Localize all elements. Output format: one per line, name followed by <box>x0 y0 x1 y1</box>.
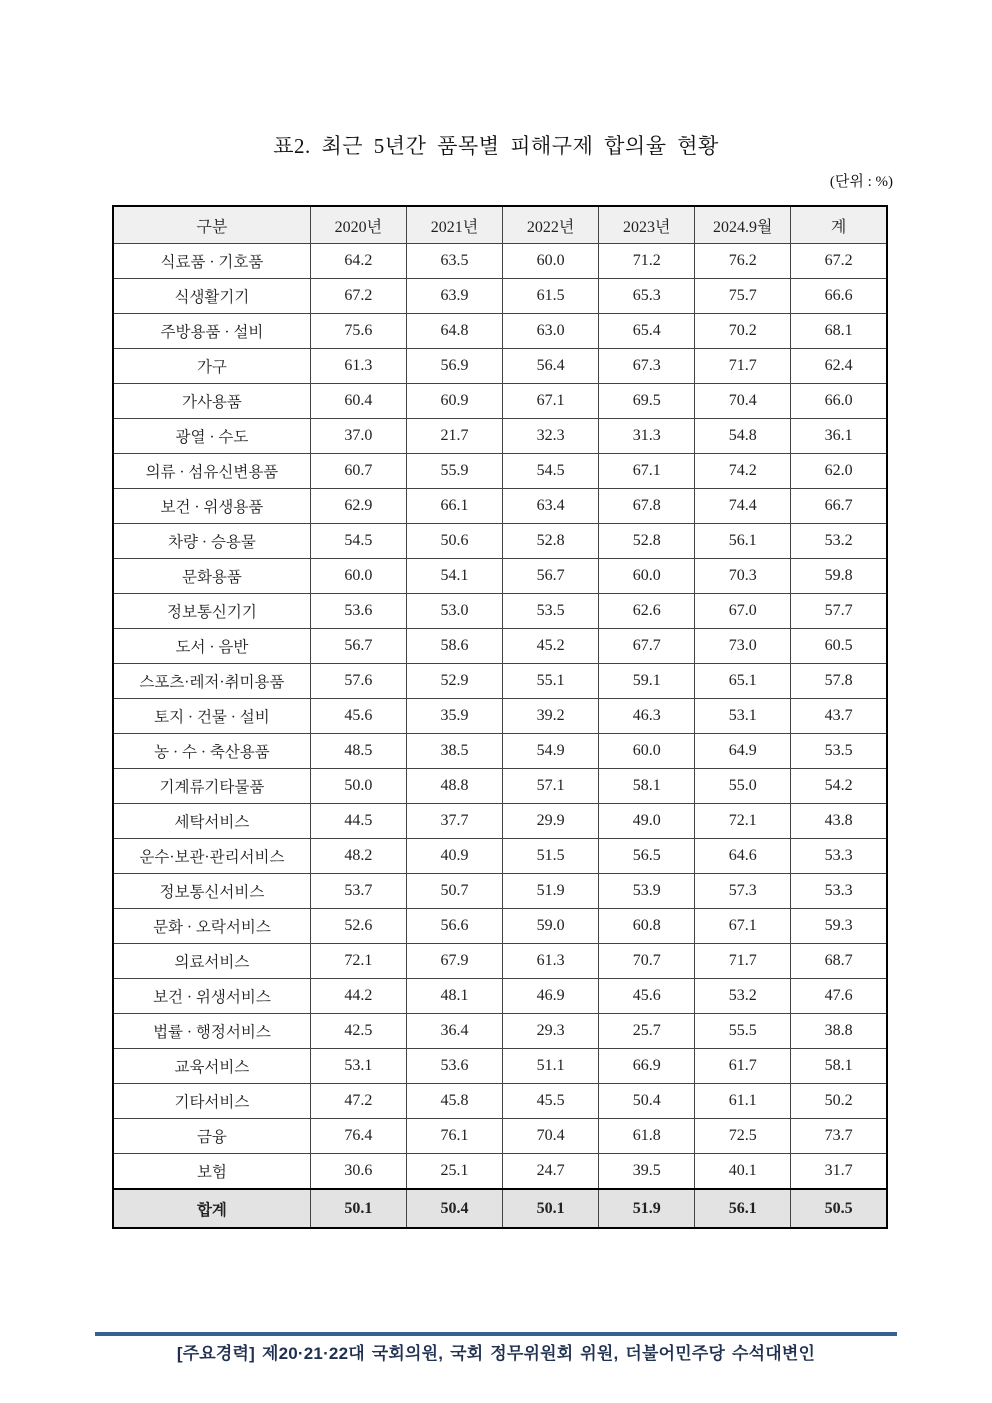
value-cell: 40.9 <box>406 839 502 874</box>
value-cell: 43.8 <box>791 804 887 839</box>
value-cell: 63.4 <box>503 489 599 524</box>
value-cell: 66.9 <box>599 1049 695 1084</box>
value-cell: 53.2 <box>791 524 887 559</box>
value-cell: 67.1 <box>599 454 695 489</box>
value-cell: 55.0 <box>695 769 791 804</box>
value-cell: 50.1 <box>503 1189 599 1228</box>
value-cell: 56.5 <box>599 839 695 874</box>
table-row <box>113 874 887 909</box>
row-label-cell: 법률 · 행정서비스 <box>113 1014 310 1049</box>
value-cell: 75.6 <box>310 314 406 349</box>
value-cell: 45.8 <box>406 1084 502 1119</box>
value-cell: 55.9 <box>406 454 502 489</box>
value-cell: 71.7 <box>695 944 791 979</box>
value-cell: 70.3 <box>695 559 791 594</box>
value-cell: 52.8 <box>503 524 599 559</box>
row-label-cell: 보험 <box>113 1154 310 1190</box>
value-cell: 45.6 <box>599 979 695 1014</box>
value-cell: 60.5 <box>791 629 887 664</box>
value-cell: 50.4 <box>406 1189 502 1228</box>
value-cell: 44.5 <box>310 804 406 839</box>
unit-label: (단위 : %) <box>829 174 893 190</box>
value-cell: 45.6 <box>310 699 406 734</box>
row-label-cell: 문화용품 <box>113 559 310 594</box>
table-row <box>113 769 887 804</box>
value-cell: 72.5 <box>695 1119 791 1154</box>
table-row <box>113 1154 887 1190</box>
value-cell: 51.5 <box>503 839 599 874</box>
value-cell: 38.8 <box>791 1014 887 1049</box>
value-cell: 48.5 <box>310 734 406 769</box>
value-cell: 25.7 <box>599 1014 695 1049</box>
value-cell: 67.2 <box>310 279 406 314</box>
value-cell: 72.1 <box>695 804 791 839</box>
row-label-cell: 정보통신기기 <box>113 594 310 629</box>
value-cell: 52.6 <box>310 909 406 944</box>
value-cell: 31.3 <box>599 419 695 454</box>
value-cell: 50.0 <box>310 769 406 804</box>
value-cell: 36.4 <box>406 1014 502 1049</box>
value-cell: 56.4 <box>503 349 599 384</box>
value-cell: 66.6 <box>791 279 887 314</box>
value-cell: 46.3 <box>599 699 695 734</box>
row-label-cell: 스포츠·레저·취미용품 <box>113 664 310 699</box>
table-row <box>113 839 887 874</box>
value-cell: 53.5 <box>503 594 599 629</box>
table-row <box>113 699 887 734</box>
value-cell: 58.6 <box>406 629 502 664</box>
table-row <box>113 314 887 349</box>
value-cell: 67.2 <box>791 244 887 279</box>
value-cell: 29.9 <box>503 804 599 839</box>
value-cell: 61.3 <box>503 944 599 979</box>
value-cell: 62.4 <box>791 349 887 384</box>
value-cell: 51.1 <box>503 1049 599 1084</box>
value-cell: 59.8 <box>791 559 887 594</box>
value-cell: 53.5 <box>791 734 887 769</box>
value-cell: 61.1 <box>695 1084 791 1119</box>
value-cell: 76.2 <box>695 244 791 279</box>
value-cell: 45.2 <box>503 629 599 664</box>
table-row <box>113 1049 887 1084</box>
column-header: 계 <box>791 206 887 244</box>
value-cell: 64.2 <box>310 244 406 279</box>
table-row <box>113 454 887 489</box>
row-label-cell: 주방용품 · 설비 <box>113 314 310 349</box>
value-cell: 51.9 <box>599 1189 695 1228</box>
value-cell: 48.2 <box>310 839 406 874</box>
value-cell: 53.6 <box>310 594 406 629</box>
value-cell: 32.3 <box>503 419 599 454</box>
table-row <box>113 1084 887 1119</box>
value-cell: 47.6 <box>791 979 887 1014</box>
value-cell: 38.5 <box>406 734 502 769</box>
value-cell: 52.8 <box>599 524 695 559</box>
value-cell: 57.6 <box>310 664 406 699</box>
value-cell: 53.1 <box>310 1049 406 1084</box>
value-cell: 66.7 <box>791 489 887 524</box>
column-header: 2021년 <box>406 206 502 244</box>
value-cell: 54.5 <box>503 454 599 489</box>
value-cell: 57.7 <box>791 594 887 629</box>
value-cell: 70.7 <box>599 944 695 979</box>
value-cell: 60.4 <box>310 384 406 419</box>
value-cell: 67.3 <box>599 349 695 384</box>
row-label-cell: 합계 <box>113 1189 310 1228</box>
value-cell: 73.0 <box>695 629 791 664</box>
table-row <box>113 419 887 454</box>
value-cell: 59.1 <box>599 664 695 699</box>
table-body <box>113 244 887 1229</box>
table-row <box>113 1119 887 1154</box>
value-cell: 67.0 <box>695 594 791 629</box>
row-label-cell: 토지 · 건물 · 설비 <box>113 699 310 734</box>
value-cell: 67.8 <box>599 489 695 524</box>
row-label-cell: 보건 · 위생용품 <box>113 489 310 524</box>
value-cell: 70.2 <box>695 314 791 349</box>
value-cell: 31.7 <box>791 1154 887 1190</box>
row-label-cell: 식생활기기 <box>113 279 310 314</box>
value-cell: 44.2 <box>310 979 406 1014</box>
column-header: 2022년 <box>503 206 599 244</box>
row-label-cell: 차량 · 승용물 <box>113 524 310 559</box>
value-cell: 74.4 <box>695 489 791 524</box>
value-cell: 61.5 <box>503 279 599 314</box>
value-cell: 65.3 <box>599 279 695 314</box>
row-label-cell: 의료서비스 <box>113 944 310 979</box>
value-cell: 62.0 <box>791 454 887 489</box>
value-cell: 48.1 <box>406 979 502 1014</box>
table-row <box>113 384 887 419</box>
value-cell: 55.5 <box>695 1014 791 1049</box>
value-cell: 63.0 <box>503 314 599 349</box>
value-cell: 76.4 <box>310 1119 406 1154</box>
value-cell: 25.1 <box>406 1154 502 1190</box>
value-cell: 35.9 <box>406 699 502 734</box>
column-header: 2020년 <box>310 206 406 244</box>
value-cell: 59.3 <box>791 909 887 944</box>
total-row <box>113 1189 887 1228</box>
value-cell: 60.8 <box>599 909 695 944</box>
value-cell: 53.2 <box>695 979 791 1014</box>
value-cell: 36.1 <box>791 419 887 454</box>
table-row <box>113 664 887 699</box>
row-label-cell: 가사용품 <box>113 384 310 419</box>
value-cell: 53.6 <box>406 1049 502 1084</box>
value-cell: 21.7 <box>406 419 502 454</box>
value-cell: 67.1 <box>503 384 599 419</box>
value-cell: 62.9 <box>310 489 406 524</box>
row-label-cell: 가구 <box>113 349 310 384</box>
column-header: 구분 <box>113 206 310 244</box>
value-cell: 54.8 <box>695 419 791 454</box>
value-cell: 56.7 <box>310 629 406 664</box>
value-cell: 60.7 <box>310 454 406 489</box>
value-cell: 57.1 <box>503 769 599 804</box>
row-label-cell: 기타서비스 <box>113 1084 310 1119</box>
value-cell: 74.2 <box>695 454 791 489</box>
value-cell: 65.4 <box>599 314 695 349</box>
row-label-cell: 교육서비스 <box>113 1049 310 1084</box>
value-cell: 53.1 <box>695 699 791 734</box>
table-row <box>113 734 887 769</box>
value-cell: 49.0 <box>599 804 695 839</box>
value-cell: 56.9 <box>406 349 502 384</box>
table-row <box>113 944 887 979</box>
value-cell: 70.4 <box>503 1119 599 1154</box>
value-cell: 72.1 <box>310 944 406 979</box>
table-row <box>113 1014 887 1049</box>
value-cell: 47.2 <box>310 1084 406 1119</box>
row-label-cell: 세탁서비스 <box>113 804 310 839</box>
value-cell: 73.7 <box>791 1119 887 1154</box>
value-cell: 71.2 <box>599 244 695 279</box>
value-cell: 30.6 <box>310 1154 406 1190</box>
value-cell: 50.2 <box>791 1084 887 1119</box>
value-cell: 40.1 <box>695 1154 791 1190</box>
value-cell: 42.5 <box>310 1014 406 1049</box>
value-cell: 63.9 <box>406 279 502 314</box>
value-cell: 76.1 <box>406 1119 502 1154</box>
value-cell: 60.0 <box>503 244 599 279</box>
value-cell: 60.9 <box>406 384 502 419</box>
value-cell: 54.5 <box>310 524 406 559</box>
value-cell: 61.7 <box>695 1049 791 1084</box>
table-row <box>113 524 887 559</box>
table-row <box>113 489 887 524</box>
row-label-cell: 의류 · 섬유신변용품 <box>113 454 310 489</box>
value-cell: 50.5 <box>791 1189 887 1228</box>
value-cell: 57.8 <box>791 664 887 699</box>
column-header: 2024.9월 <box>695 206 791 244</box>
table-row <box>113 244 887 279</box>
value-cell: 24.7 <box>503 1154 599 1190</box>
value-cell: 64.8 <box>406 314 502 349</box>
value-cell: 60.0 <box>599 734 695 769</box>
value-cell: 50.7 <box>406 874 502 909</box>
value-cell: 43.7 <box>791 699 887 734</box>
table-row <box>113 804 887 839</box>
table-header-row <box>113 206 887 244</box>
value-cell: 39.5 <box>599 1154 695 1190</box>
value-cell: 53.3 <box>791 839 887 874</box>
value-cell: 45.5 <box>503 1084 599 1119</box>
value-cell: 70.4 <box>695 384 791 419</box>
value-cell: 68.1 <box>791 314 887 349</box>
table-row <box>113 629 887 664</box>
value-cell: 50.1 <box>310 1189 406 1228</box>
row-label-cell: 운수·보관·관리서비스 <box>113 839 310 874</box>
value-cell: 63.5 <box>406 244 502 279</box>
row-label-cell: 농 · 수 · 축산용품 <box>113 734 310 769</box>
value-cell: 29.3 <box>503 1014 599 1049</box>
value-cell: 71.7 <box>695 349 791 384</box>
agreement-rate-table <box>112 205 888 1229</box>
value-cell: 64.6 <box>695 839 791 874</box>
value-cell: 64.9 <box>695 734 791 769</box>
value-cell: 46.9 <box>503 979 599 1014</box>
value-cell: 37.0 <box>310 419 406 454</box>
row-label-cell: 금융 <box>113 1119 310 1154</box>
value-cell: 67.9 <box>406 944 502 979</box>
value-cell: 54.9 <box>503 734 599 769</box>
row-label-cell: 문화 · 오락서비스 <box>113 909 310 944</box>
value-cell: 67.1 <box>695 909 791 944</box>
value-cell: 59.0 <box>503 909 599 944</box>
value-cell: 56.7 <box>503 559 599 594</box>
value-cell: 39.2 <box>503 699 599 734</box>
value-cell: 50.6 <box>406 524 502 559</box>
value-cell: 56.1 <box>695 524 791 559</box>
value-cell: 56.6 <box>406 909 502 944</box>
value-cell: 53.7 <box>310 874 406 909</box>
value-cell: 53.9 <box>599 874 695 909</box>
value-cell: 51.9 <box>503 874 599 909</box>
value-cell: 54.1 <box>406 559 502 594</box>
value-cell: 57.3 <box>695 874 791 909</box>
value-cell: 61.3 <box>310 349 406 384</box>
footer-career-text: [주요경력] 제20·21·22대 국회의원, 국회 정무위원회 위원, 더불어민주당 수석대변인 <box>176 1344 816 1363</box>
value-cell: 50.4 <box>599 1084 695 1119</box>
value-cell: 52.9 <box>406 664 502 699</box>
row-label-cell: 도서 · 음반 <box>113 629 310 664</box>
row-label-cell: 보건 · 위생서비스 <box>113 979 310 1014</box>
row-label-cell: 정보통신서비스 <box>113 874 310 909</box>
value-cell: 68.7 <box>791 944 887 979</box>
table-row <box>113 559 887 594</box>
column-header: 2023년 <box>599 206 695 244</box>
value-cell: 58.1 <box>599 769 695 804</box>
value-cell: 54.2 <box>791 769 887 804</box>
table-row <box>113 909 887 944</box>
value-cell: 75.7 <box>695 279 791 314</box>
value-cell: 53.0 <box>406 594 502 629</box>
table-row <box>113 594 887 629</box>
value-cell: 65.1 <box>695 664 791 699</box>
row-label-cell: 식료품 · 기호품 <box>113 244 310 279</box>
value-cell: 66.1 <box>406 489 502 524</box>
value-cell: 61.8 <box>599 1119 695 1154</box>
value-cell: 48.8 <box>406 769 502 804</box>
table-row <box>113 279 887 314</box>
page-title: 표2. 최근 5년간 품목별 피해구제 합의율 현황 <box>273 134 719 158</box>
value-cell: 55.1 <box>503 664 599 699</box>
row-label-cell: 기계류기타물품 <box>113 769 310 804</box>
value-cell: 69.5 <box>599 384 695 419</box>
value-cell: 62.6 <box>599 594 695 629</box>
value-cell: 66.0 <box>791 384 887 419</box>
row-label-cell: 광열 · 수도 <box>113 419 310 454</box>
table-row <box>113 349 887 384</box>
value-cell: 58.1 <box>791 1049 887 1084</box>
value-cell: 60.0 <box>599 559 695 594</box>
value-cell: 56.1 <box>695 1189 791 1228</box>
value-cell: 60.0 <box>310 559 406 594</box>
value-cell: 53.3 <box>791 874 887 909</box>
table-row <box>113 979 887 1014</box>
value-cell: 37.7 <box>406 804 502 839</box>
footer-divider <box>95 1332 897 1336</box>
value-cell: 67.7 <box>599 629 695 664</box>
